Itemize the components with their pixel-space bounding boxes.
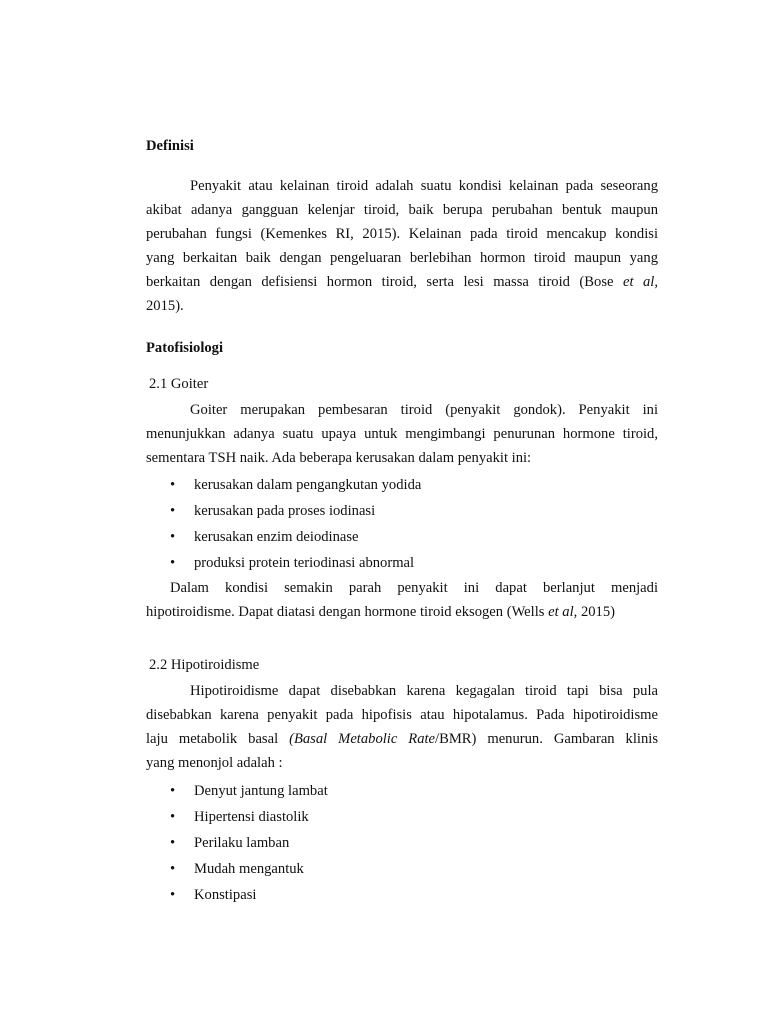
italic-citation: et al (548, 604, 574, 620)
para-line: disebabkan karena penyakit pada hipofisis atau hipotalamus. Pada hipotiroidisme (146, 707, 658, 723)
para-line: Penyakit atau kelainan tiroid adalah suatu kondisi kelainan pada seseorang (190, 178, 658, 194)
bullet-icon: • (170, 555, 176, 571)
para-line: menunjukkan adanya suatu upaya untuk mengimbangi penurunan hormone tiroid, (146, 426, 658, 442)
paragraph-hipotiroidisme (146, 679, 658, 775)
heading-definisi: Definisi (146, 138, 194, 154)
italic-citation: et al (622, 274, 655, 290)
list-item-text: Perilaku lamban (194, 835, 290, 851)
bullet-icon: • (170, 503, 176, 519)
list-item (146, 550, 658, 576)
bullet-list-goiter (146, 472, 658, 578)
subheading-goiter: 2.1 Goiter (149, 376, 209, 392)
paragraph-goiter (146, 398, 658, 470)
para-line: sementara TSH naik. Ada beberapa kerusakan dalam penyakit ini: (146, 450, 532, 466)
list-item (146, 882, 658, 908)
list-item (146, 856, 658, 882)
para-line: Hipotiroidisme dapat disebabkan karena kegagalan tiroid tapi bisa pula (190, 683, 658, 699)
bullet-icon: • (170, 809, 176, 825)
text-run: laju metabolik basal (146, 731, 279, 747)
text-run: /BMR) menurun. Gambaran klinis (435, 731, 658, 747)
bullet-icon: • (170, 477, 176, 493)
list-item-text: Mudah mengantuk (194, 861, 304, 877)
bullet-icon: • (170, 783, 176, 799)
text-run: berkaitan dengan defisiensi hormon tiroid, serta lesi massa tiroid (Bose (146, 274, 614, 290)
list-item-text: kerusakan enzim deiodinase (194, 529, 359, 545)
bullet-icon: • (170, 861, 176, 877)
list-item-text: Denyut jantung lambat (194, 783, 328, 799)
para-line: perubahan fungsi (Kemenkes RI, 2015). Kelainan pada tiroid mencakup kondisi (146, 226, 658, 242)
subheading-hipotiroidisme: 2.2 Hipotiroidisme (149, 657, 260, 673)
italic-term: (Basal Metabolic Rate (289, 731, 436, 747)
list-item-text: produksi protein teriodinasi abnormal (194, 555, 415, 571)
list-item-text: Hipertensi diastolik (194, 809, 309, 825)
text-run: , 2015) (573, 604, 616, 620)
para-line: Goiter merupakan pembesaran tiroid (penyakit gondok). Penyakit ini (190, 402, 658, 418)
bullet-icon: • (170, 835, 176, 851)
para-line: Dalam kondisi semakin parah penyakit ini dapat berlanjut menjadi (170, 580, 658, 596)
para-line: akibat adanya gangguan kelenjar tiroid, baik berupa perubahan bentuk maupun (146, 202, 658, 218)
list-item (146, 472, 658, 498)
list-item (146, 498, 658, 524)
para-line (146, 270, 658, 294)
text-run: , (654, 274, 658, 290)
para-line (146, 600, 658, 624)
list-item-text: kerusakan dalam pengangkutan yodida (194, 477, 422, 493)
para-line: 2015). (146, 298, 184, 314)
list-item (146, 524, 658, 550)
bullet-list-hipotiroidisme (146, 778, 658, 910)
list-item-text: Konstipasi (194, 887, 257, 903)
text-run: hipotiroidisme. Dapat diatasi dengan hormone tiroid eksogen (Wells (146, 604, 545, 620)
paragraph-definisi (146, 174, 658, 318)
list-item (146, 830, 658, 856)
list-item (146, 778, 658, 804)
bullet-icon: • (170, 887, 176, 903)
para-line: yang menonjol adalah : (146, 755, 283, 771)
para-line: yang berkaitan baik dengan pengeluaran berlebihan hormon tiroid maupun yang (146, 250, 658, 266)
para-line (146, 727, 658, 751)
list-item (146, 804, 658, 830)
bullet-icon: • (170, 529, 176, 545)
heading-patofisiologi: Patofisiologi (146, 340, 224, 356)
list-item-text: kerusakan pada proses iodinasi (194, 503, 376, 519)
paragraph-goiter-after (146, 576, 658, 624)
